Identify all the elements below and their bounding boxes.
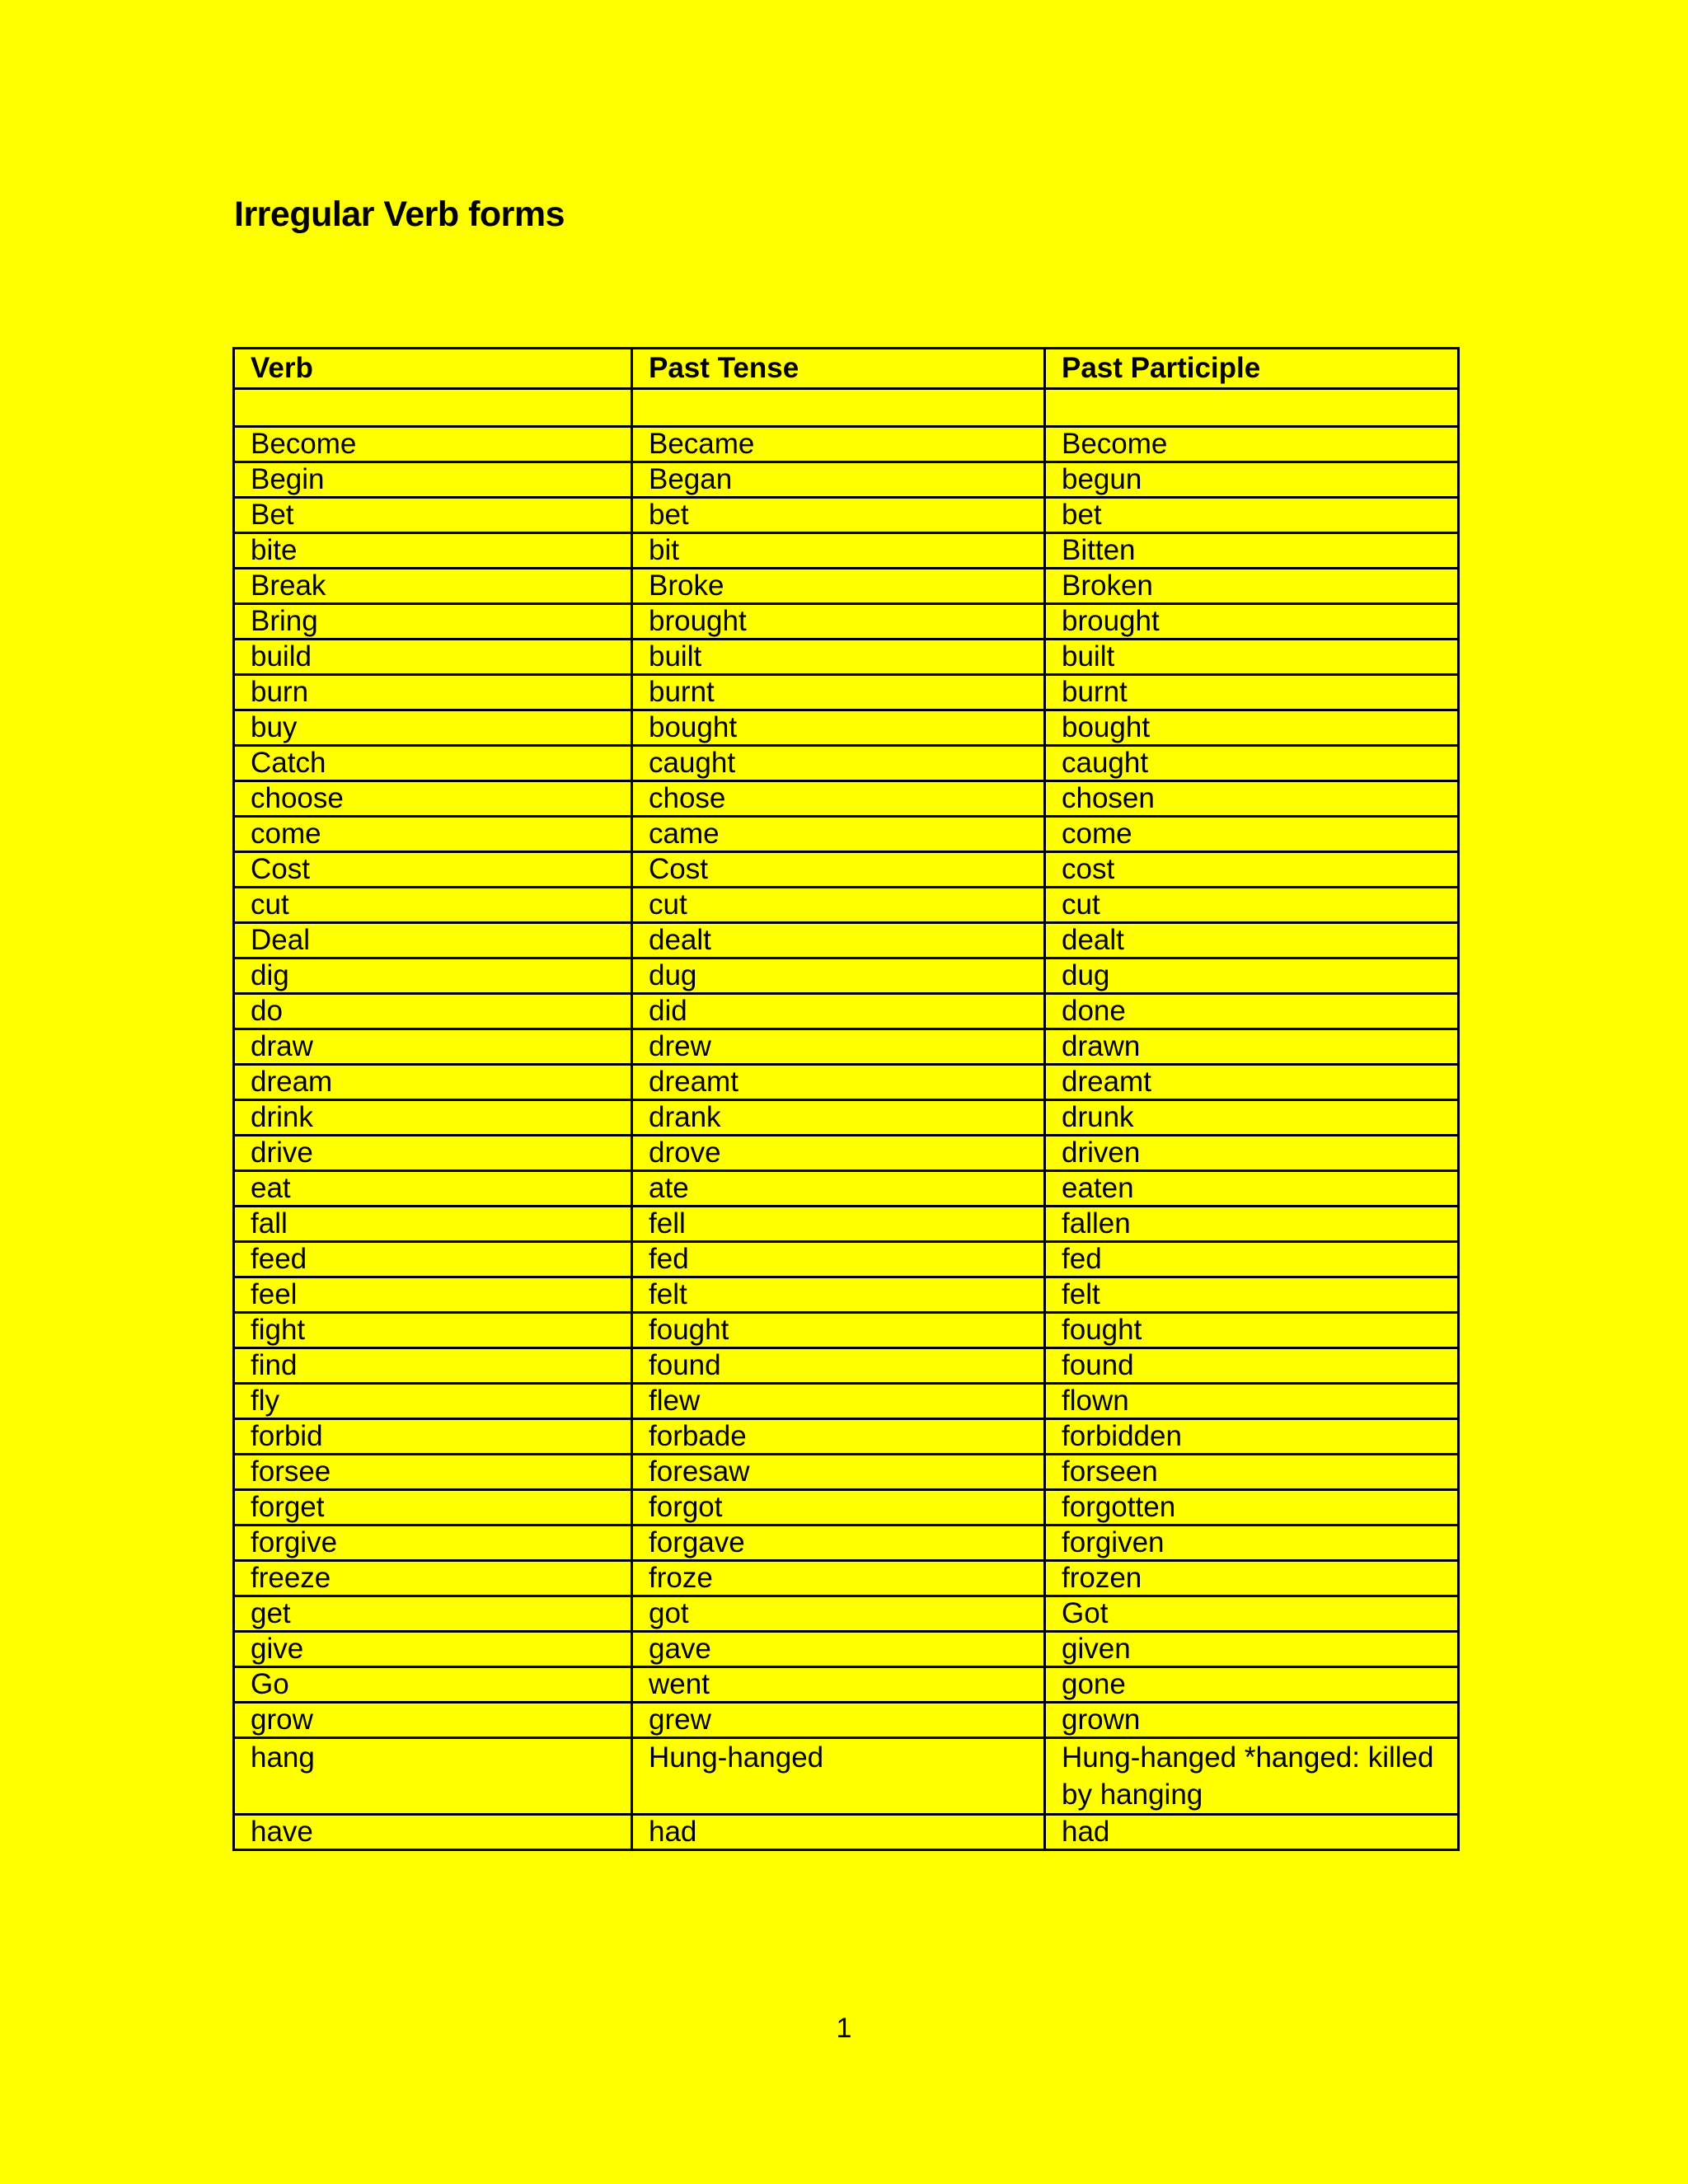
past-tense-cell: forgave <box>632 1526 1045 1561</box>
past-tense-cell: dreamt <box>632 1065 1045 1100</box>
past-tense-cell: Began <box>632 462 1045 498</box>
verb-cell: feel <box>234 1277 632 1313</box>
table-row <box>234 852 1459 888</box>
past-tense-cell: drank <box>632 1100 1045 1136</box>
past-participle-cell <box>1045 389 1459 427</box>
table-row <box>234 1065 1459 1100</box>
verb-cell: buy <box>234 710 632 746</box>
verb-cell: Deal <box>234 923 632 958</box>
verb-cell: get <box>234 1596 632 1632</box>
past-tense-cell: grew <box>632 1703 1045 1738</box>
table-row <box>234 1703 1459 1738</box>
past-participle-cell: given <box>1045 1632 1459 1667</box>
past-participle-cell: dreamt <box>1045 1065 1459 1100</box>
table-row <box>234 640 1459 675</box>
verb-cell: Become <box>234 427 632 462</box>
past-tense-cell: bet <box>632 498 1045 533</box>
past-tense-cell: Hung-hanged <box>632 1738 1045 1815</box>
past-tense-cell: caught <box>632 746 1045 781</box>
verb-cell <box>234 389 632 427</box>
verb-cell: do <box>234 994 632 1029</box>
verb-cell: have <box>234 1815 632 1850</box>
table-row <box>234 888 1459 923</box>
table-row <box>234 533 1459 569</box>
past-participle-cell: drawn <box>1045 1029 1459 1065</box>
table-header-row <box>234 349 1459 389</box>
verb-cell: come <box>234 817 632 852</box>
past-tense-cell: did <box>632 994 1045 1029</box>
past-tense-cell: froze <box>632 1561 1045 1596</box>
past-participle-cell: Become <box>1045 427 1459 462</box>
past-tense-cell: foresaw <box>632 1455 1045 1490</box>
table-row <box>234 462 1459 498</box>
past-participle-cell: forgotten <box>1045 1490 1459 1526</box>
table-row <box>234 1561 1459 1596</box>
past-participle-cell: Got <box>1045 1596 1459 1632</box>
table-row <box>234 1100 1459 1136</box>
verb-cell: drive <box>234 1136 632 1171</box>
verb-cell: drink <box>234 1100 632 1136</box>
past-participle-cell: brought <box>1045 604 1459 640</box>
past-participle-cell: dug <box>1045 958 1459 994</box>
table-row <box>234 746 1459 781</box>
verb-cell: Cost <box>234 852 632 888</box>
past-participle-cell: fallen <box>1045 1207 1459 1242</box>
verb-cell: Bet <box>234 498 632 533</box>
past-participle-cell: forbidden <box>1045 1419 1459 1455</box>
verb-cell: Break <box>234 569 632 604</box>
verb-cell: forget <box>234 1490 632 1526</box>
past-participle-cell: fought <box>1045 1313 1459 1348</box>
past-tense-cell: burnt <box>632 675 1045 710</box>
past-tense-cell: fought <box>632 1313 1045 1348</box>
verb-cell: dig <box>234 958 632 994</box>
verb-cell: build <box>234 640 632 675</box>
past-tense-cell: drove <box>632 1136 1045 1171</box>
table-row <box>234 1632 1459 1667</box>
header-past-participle: Past Participle <box>1045 349 1459 389</box>
past-tense-cell: drew <box>632 1029 1045 1065</box>
table-row <box>234 1171 1459 1207</box>
table-row <box>234 817 1459 852</box>
past-tense-cell: dug <box>632 958 1045 994</box>
table-row <box>234 569 1459 604</box>
table-row <box>234 604 1459 640</box>
past-participle-cell: had <box>1045 1815 1459 1850</box>
verb-cell: forbid <box>234 1419 632 1455</box>
verb-cell: Go <box>234 1667 632 1703</box>
table-row <box>234 1526 1459 1561</box>
page-number: 1 <box>836 2013 852 2044</box>
past-tense-cell: forgot <box>632 1490 1045 1526</box>
table-row <box>234 1815 1459 1850</box>
verb-cell: feed <box>234 1242 632 1277</box>
past-tense-cell: went <box>632 1667 1045 1703</box>
table-row <box>234 923 1459 958</box>
table-row <box>234 1136 1459 1171</box>
past-tense-cell: felt <box>632 1277 1045 1313</box>
past-participle-cell: chosen <box>1045 781 1459 817</box>
verb-cell: hang <box>234 1738 632 1815</box>
past-participle-cell: frozen <box>1045 1561 1459 1596</box>
past-participle-cell: bet <box>1045 498 1459 533</box>
past-participle-cell: forseen <box>1045 1455 1459 1490</box>
past-tense-cell <box>632 389 1045 427</box>
verb-cell: dream <box>234 1065 632 1100</box>
table-row <box>234 1596 1459 1632</box>
past-participle-cell: Bitten <box>1045 533 1459 569</box>
past-tense-cell: dealt <box>632 923 1045 958</box>
table-row <box>234 1490 1459 1526</box>
past-participle-cell: Broken <box>1045 569 1459 604</box>
past-tense-cell: built <box>632 640 1045 675</box>
past-participle-cell: felt <box>1045 1277 1459 1313</box>
verb-cell: eat <box>234 1171 632 1207</box>
past-tense-cell: got <box>632 1596 1045 1632</box>
past-tense-cell: came <box>632 817 1045 852</box>
table-row <box>234 958 1459 994</box>
past-tense-cell: bought <box>632 710 1045 746</box>
verb-cell: burn <box>234 675 632 710</box>
table-row <box>234 994 1459 1029</box>
table-row <box>234 1384 1459 1419</box>
past-participle-cell: cut <box>1045 888 1459 923</box>
verb-table <box>232 347 1460 1851</box>
table-row <box>234 389 1459 427</box>
past-tense-cell: chose <box>632 781 1045 817</box>
verb-cell: find <box>234 1348 632 1384</box>
verb-cell: draw <box>234 1029 632 1065</box>
past-participle-cell: dealt <box>1045 923 1459 958</box>
table-row <box>234 1242 1459 1277</box>
table-row <box>234 1313 1459 1348</box>
past-participle-cell: fed <box>1045 1242 1459 1277</box>
table-row <box>234 1738 1459 1815</box>
past-tense-cell: brought <box>632 604 1045 640</box>
past-tense-cell: fed <box>632 1242 1045 1277</box>
verb-cell: forsee <box>234 1455 632 1490</box>
verb-cell: fly <box>234 1384 632 1419</box>
past-tense-cell: Broke <box>632 569 1045 604</box>
table-row <box>234 1667 1459 1703</box>
past-participle-cell: caught <box>1045 746 1459 781</box>
verb-cell: Begin <box>234 462 632 498</box>
verb-cell: grow <box>234 1703 632 1738</box>
header-past-tense: Past Tense <box>632 349 1045 389</box>
verb-cell: freeze <box>234 1561 632 1596</box>
past-tense-cell: Became <box>632 427 1045 462</box>
verb-cell: fall <box>234 1207 632 1242</box>
past-tense-cell: gave <box>632 1632 1045 1667</box>
past-participle-cell: eaten <box>1045 1171 1459 1207</box>
past-tense-cell: bit <box>632 533 1045 569</box>
table-row <box>234 1207 1459 1242</box>
past-participle-cell: burnt <box>1045 675 1459 710</box>
past-participle-cell: gone <box>1045 1667 1459 1703</box>
header-verb: Verb <box>234 349 632 389</box>
past-tense-cell: fell <box>632 1207 1045 1242</box>
past-tense-cell: ate <box>632 1171 1045 1207</box>
past-participle-cell: flown <box>1045 1384 1459 1419</box>
verb-cell: bite <box>234 533 632 569</box>
past-participle-cell: forgiven <box>1045 1526 1459 1561</box>
verb-cell: fight <box>234 1313 632 1348</box>
past-participle-cell: Hung-hanged *hanged: killed by hanging <box>1045 1738 1459 1815</box>
past-participle-cell: driven <box>1045 1136 1459 1171</box>
past-participle-cell: grown <box>1045 1703 1459 1738</box>
past-participle-cell: built <box>1045 640 1459 675</box>
page-title: Irregular Verb forms <box>234 194 565 234</box>
past-tense-cell: Cost <box>632 852 1045 888</box>
past-participle-cell: found <box>1045 1348 1459 1384</box>
verb-cell: Catch <box>234 746 632 781</box>
past-participle-cell: cost <box>1045 852 1459 888</box>
past-participle-cell: drunk <box>1045 1100 1459 1136</box>
table-row <box>234 781 1459 817</box>
table-row <box>234 1455 1459 1490</box>
table-row <box>234 498 1459 533</box>
past-participle-cell: done <box>1045 994 1459 1029</box>
verb-cell: choose <box>234 781 632 817</box>
past-participle-cell: come <box>1045 817 1459 852</box>
table-row <box>234 427 1459 462</box>
past-tense-cell: cut <box>632 888 1045 923</box>
past-tense-cell: flew <box>632 1384 1045 1419</box>
verb-cell: forgive <box>234 1526 632 1561</box>
past-tense-cell: found <box>632 1348 1045 1384</box>
table-row <box>234 710 1459 746</box>
table-body <box>234 389 1459 1850</box>
verb-cell: Bring <box>234 604 632 640</box>
verb-cell: give <box>234 1632 632 1667</box>
table-row <box>234 1029 1459 1065</box>
verb-cell: cut <box>234 888 632 923</box>
table-row <box>234 675 1459 710</box>
table-row <box>234 1277 1459 1313</box>
table-row <box>234 1419 1459 1455</box>
past-participle-cell: begun <box>1045 462 1459 498</box>
past-tense-cell: forbade <box>632 1419 1045 1455</box>
past-participle-cell: bought <box>1045 710 1459 746</box>
table-row <box>234 1348 1459 1384</box>
past-tense-cell: had <box>632 1815 1045 1850</box>
